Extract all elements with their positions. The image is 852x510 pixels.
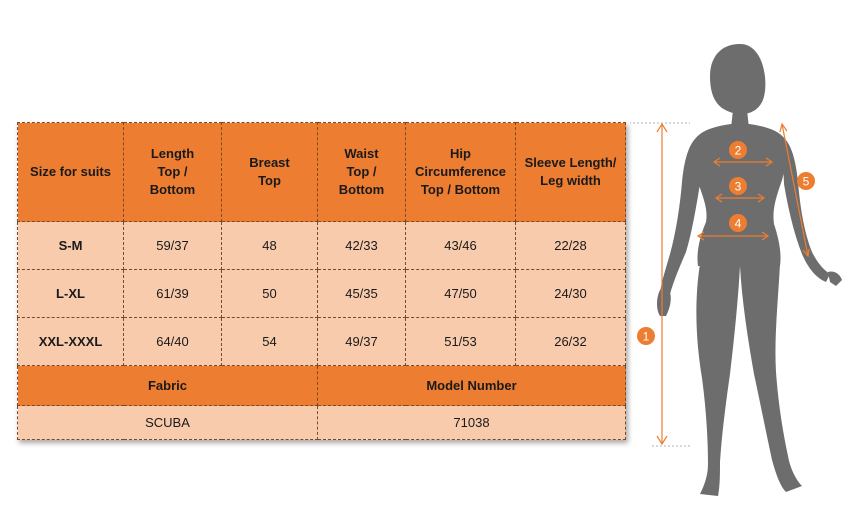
model-number-value: 71038 <box>318 406 626 440</box>
waist-value: 45/35 <box>318 270 406 318</box>
info-header-row <box>18 366 626 406</box>
header-breast: Breast Top <box>222 123 318 222</box>
model-number-label: Model Number <box>318 366 626 406</box>
marker-5 <box>797 172 815 190</box>
fabric-value: SCUBA <box>18 406 318 440</box>
sleeve-value: 22/28 <box>516 222 626 270</box>
marker-2-label: 2 <box>734 143 742 158</box>
waist-value: 42/33 <box>318 222 406 270</box>
marker-3-label: 3 <box>734 179 742 194</box>
table-row <box>18 222 626 270</box>
marker-4-label: 4 <box>734 216 742 231</box>
breast-value: 48 <box>222 222 318 270</box>
fabric-label: Fabric <box>18 366 318 406</box>
header-row <box>18 123 626 222</box>
size-chart-table <box>17 122 626 440</box>
hip-value: 47/50 <box>406 270 516 318</box>
size-label: S-M <box>18 222 124 270</box>
marker-2 <box>729 141 747 159</box>
marker-3 <box>729 177 747 195</box>
header-length: Length Top / Bottom <box>124 123 222 222</box>
length-value: 59/37 <box>124 222 222 270</box>
table-row <box>18 270 626 318</box>
sleeve-value: 24/30 <box>516 270 626 318</box>
length-value: 61/39 <box>124 270 222 318</box>
breast-value: 54 <box>222 318 318 366</box>
marker-1 <box>637 327 655 345</box>
hip-value: 51/53 <box>406 318 516 366</box>
header-sleeve: Sleeve Length/ Leg width <box>516 123 626 222</box>
marker-5-label: 5 <box>802 174 810 189</box>
marker-4 <box>729 214 747 232</box>
header-waist: Waist Top / Bottom <box>318 123 406 222</box>
info-value-row <box>18 406 626 440</box>
sleeve-value: 26/32 <box>516 318 626 366</box>
size-label: L-XL <box>18 270 124 318</box>
breast-value: 50 <box>222 270 318 318</box>
header-size: Size for suits <box>18 123 124 222</box>
size-label: XXL-XXXL <box>18 318 124 366</box>
table-row <box>18 318 626 366</box>
length-value: 64/40 <box>124 318 222 366</box>
length-guide-ticks <box>630 123 690 446</box>
waist-value: 49/37 <box>318 318 406 366</box>
header-hip: Hip Circumference Top / Bottom <box>406 123 516 222</box>
body-measurement-figure <box>630 40 852 510</box>
female-silhouette <box>657 44 842 496</box>
marker-1-label: 1 <box>642 329 650 344</box>
hip-value: 43/46 <box>406 222 516 270</box>
